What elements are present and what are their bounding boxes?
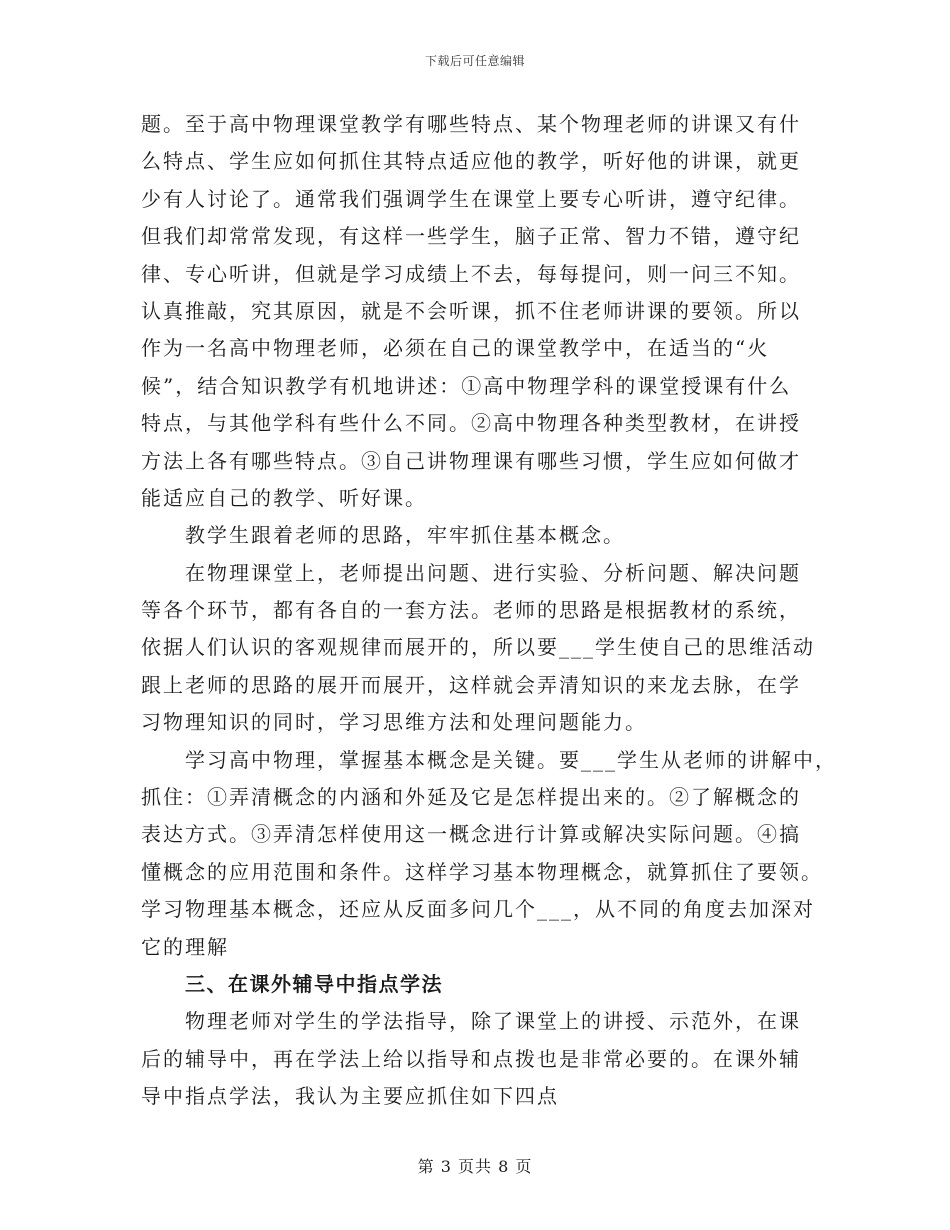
body-line: 题。至于高中物理课堂教学有哪些特点、某个物理老师的讲课又有什 [141,112,801,136]
body-line: 等各个环节，都有各自的一套方法。老师的思路是根据教材的系统， [141,598,801,623]
body-line: 后的辅导中，再在学法上给以指导和点拨也是非常必要的。在课外辅 [141,1046,801,1071]
body-line: 依据人们认识的客观规律而展开的，所以要___学生使自己的思维活动 [141,635,815,660]
body-line: 它的理解 [141,934,229,959]
document-body [141,106,837,1116]
body-line: 作为一名高中物理老师，必须在自己的课堂教学中，在适当的“火 [141,336,770,361]
page-footer: 第 3 页共 8 页 [417,1157,533,1176]
body-line: 但我们却常常发现，有这样一些学生，脑子正常、智力不错，遵守纪 [141,224,801,249]
body-line: 认真推敲，究其原因，就是不会听课，抓不住老师讲课的要领。所以 [141,298,801,323]
paragraph-start-line: 教学生跟着老师的思路，牢牢抓住基本概念。 [185,523,625,548]
body-line: 候”，结合知识教学有机地讲述：①高中物理学科的课堂授课有什么 [141,373,792,398]
body-line: 学习物理基本概念，还应从反面多问几个___，从不同的角度去加深对 [141,897,815,922]
paragraph-start-line: 物理老师对学生的学法指导，除了课堂上的讲授、示范外，在课 [185,1009,801,1034]
body-line: 能适应自己的教学、听好课。 [141,485,427,510]
body-line: 律、专心听讲，但就是学习成绩上不去，每每提问，则一问三不知。 [141,261,801,286]
body-line: 懂概念的应用范围和条件。这样学习基本物理概念，就算抓住了要领。 [141,859,823,884]
body-line: 导中指点学法，我认为主要应抓住如下四点 [141,1084,559,1109]
body-line: 特点，与其他学科有些什么不同。②高中物理各种类型教材，在讲授 [141,411,801,436]
body-line: 跟上老师的思路的展开而展开，这样就会弄清知识的来龙去脉，在学 [141,672,801,697]
paragraph-start-line: 在物理课堂上，老师提出问题、进行实验、分析问题、解决问题 [185,560,801,585]
body-line: 表达方式。③弄清怎样使用这一概念进行计算或解决实际问题。④搞 [141,822,801,847]
section-heading: 三、在课外辅导中指点学法 [185,971,443,996]
page-header: 下载后可任意编辑 [424,54,525,68]
body-line: 抓住：①弄清概念的内涵和外延及它是怎样提出来的。②了解概念的 [141,785,801,810]
body-line: 方法上各有哪些特点。③自己讲物理课有哪些习惯，学生应如何做才 [141,448,801,473]
body-line: 习物理知识的同时，学习思维方法和处理问题能力。 [141,710,647,735]
paragraph-start-line: 学习高中物理，掌握基本概念是关键。要___学生从老师的讲解中， [185,747,837,772]
body-line: 么特点、学生应如何抓住其特点适应他的教学，听好他的讲课，就更 [141,149,801,174]
body-line: 少有人讨论了。通常我们强调学生在课堂上要专心听讲，遵守纪律。 [141,186,801,211]
